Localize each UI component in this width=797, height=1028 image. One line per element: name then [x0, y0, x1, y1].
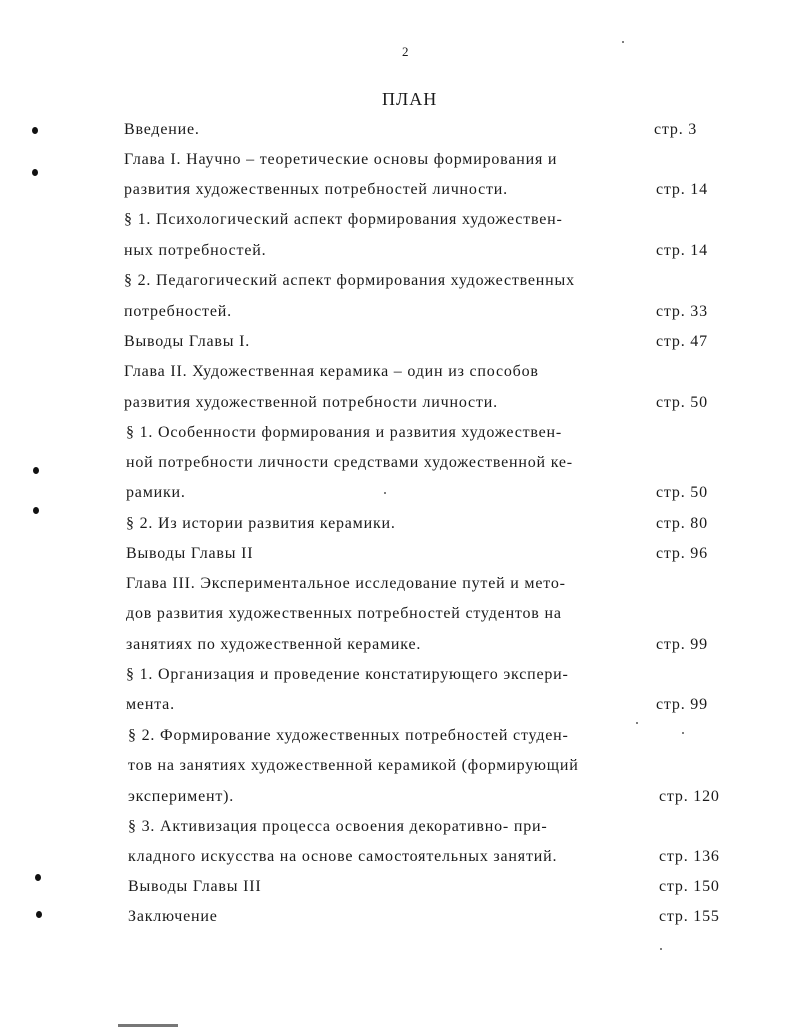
scan-edge-smudge [118, 1024, 178, 1027]
toc-line-ch3-sec3: § 3. Активизация процесса освоения декоративно- при- [128, 818, 548, 835]
toc-page-ch1-sec1: стр. 14 [656, 242, 708, 259]
toc-page-conclusion: стр. 155 [659, 908, 720, 925]
toc-page-ch3-sec2: стр. 120 [659, 788, 720, 805]
toc-page-ch2-conclusions: стр. 96 [656, 545, 708, 562]
toc-line-chapter-3-title-cont2: занятиях по художественной керамике. [126, 636, 422, 653]
toc-line-ch3-sec2-cont2: эксперимент). [128, 788, 235, 805]
toc-line-introduction: Введение. [124, 121, 200, 138]
scan-speck [636, 722, 638, 724]
toc-line-ch3-sec2: § 2. Формирование художественных потребностей студен- [128, 727, 569, 744]
toc-page-chapter-2: стр. 50 [656, 394, 708, 411]
page-number: 2 [402, 44, 409, 59]
toc-line-ch1-sec2: § 2. Педагогический аспект формирования художественных [124, 272, 575, 289]
toc-line-ch1-conclusions: Выводы Главы I. [124, 333, 251, 350]
toc-page-introduction: стр. 3 [654, 121, 698, 138]
toc-page-ch2-sec1: стр. 50 [656, 484, 708, 501]
binding-hole-mark [32, 169, 38, 176]
scan-speck [682, 732, 684, 734]
toc-line-chapter-2-title-cont: развития художественной потребности личности. [124, 394, 498, 411]
binding-hole-mark [35, 874, 41, 881]
scan-speck [622, 41, 624, 43]
toc-line-ch2-sec1: § 1. Особенности формирования и развития художествен- [126, 424, 563, 441]
toc-line-ch3-conclusions: Выводы Главы III [128, 878, 262, 895]
scan-speck [384, 492, 386, 494]
toc-line-ch3-sec2-cont: тов на занятиях художественной керамикой (формирующий [128, 757, 579, 774]
toc-line-ch1-sec2-cont: потребностей. [124, 303, 232, 320]
toc-page-chapter-3: стр. 99 [656, 636, 708, 653]
toc-line-conclusion: Заключение [128, 908, 218, 925]
binding-hole-mark [36, 911, 42, 918]
toc-line-ch3-sec1-cont: мента. [126, 696, 175, 713]
toc-line-chapter-3-title: Глава III. Экспериментальное исследование путей и мето- [126, 575, 566, 592]
toc-line-ch1-sec1: § 1. Психологический аспект формирования художествен- [124, 211, 563, 228]
toc-page-chapter-1: стр. 14 [656, 181, 708, 198]
page-title: ПЛАН [382, 89, 438, 109]
binding-hole-mark [33, 467, 39, 474]
toc-page-ch3-sec3: стр. 136 [659, 848, 720, 865]
toc-page-ch1-conclusions: стр. 47 [656, 333, 708, 350]
binding-hole-mark [32, 127, 38, 134]
toc-line-chapter-1-title: Глава I. Научно – теоретические основы формирования и [124, 151, 558, 168]
toc-line-chapter-1-title-cont: развития художественных потребностей личности. [124, 181, 508, 198]
toc-line-ch2-sec2: § 2. Из истории развития керамики. [126, 515, 396, 532]
toc-line-ch3-sec1: § 1. Организация и проведение констатирующего экспери- [126, 666, 569, 683]
toc-line-chapter-3-title-cont: дов развития художественных потребностей студентов на [126, 605, 562, 622]
toc-page-ch1-sec2: стр. 33 [656, 303, 708, 320]
toc-line-ch3-sec3-cont: кладного искусства на основе самостоятельных занятий. [128, 848, 558, 865]
toc-page-ch3-conclusions: стр. 150 [659, 878, 720, 895]
toc-line-ch2-sec1-cont: ной потребности личности средствами художественной ке- [126, 454, 573, 471]
toc-line-ch1-sec1-cont: ных потребностей. [124, 242, 267, 259]
toc-line-ch2-sec1-cont2: рамики. [126, 484, 186, 501]
toc-page-ch2-sec2: стр. 80 [656, 515, 708, 532]
scan-speck [660, 948, 662, 950]
toc-line-ch2-conclusions: Выводы Главы II [126, 545, 254, 562]
binding-hole-mark [33, 507, 39, 514]
toc-line-chapter-2-title: Глава II. Художественная керамика – один из способов [124, 363, 539, 380]
toc-page-ch3-sec1: стр. 99 [656, 696, 708, 713]
